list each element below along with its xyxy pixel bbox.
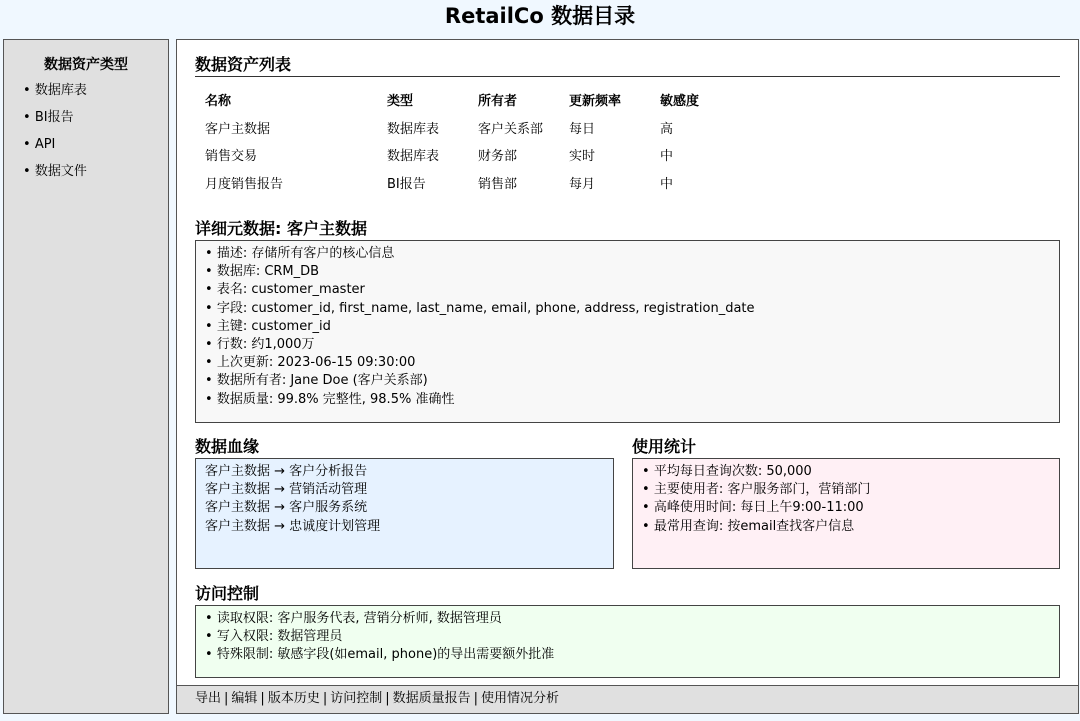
cell-owner: 客户关系部: [478, 121, 544, 137]
usage-daily-queries: • 平均每日查询次数: 50,000: [642, 463, 1050, 481]
cell-frequency: 每日: [569, 121, 596, 137]
separator: |: [322, 691, 328, 706]
usage-panel: [632, 458, 1060, 569]
separator: |: [473, 691, 479, 706]
export-link[interactable]: 导出: [195, 691, 222, 706]
asset-list-title: 数据资产列表: [195, 55, 292, 74]
metadata-title: 详细元数据: 客户主数据: [195, 219, 367, 238]
access-control-link[interactable]: 访问控制: [330, 691, 383, 706]
sidebar: [3, 39, 169, 714]
lineage-title: 数据血缘: [195, 437, 260, 456]
sidebar-item-data-files[interactable]: • 数据文件: [23, 162, 168, 189]
edit-link[interactable]: 编辑: [231, 691, 258, 706]
lineage-item: 客户主数据 → 营销活动管理: [205, 482, 368, 498]
cell-owner: 财务部: [478, 149, 518, 165]
quality-report-link[interactable]: 数据质量报告: [392, 691, 471, 706]
cell-type: 数据库表: [387, 149, 440, 165]
metadata-table-name: • 表名: customer_master: [205, 281, 1050, 299]
cell-sensitivity: 高: [660, 121, 674, 137]
column-header-frequency: 更新频率: [569, 94, 622, 110]
access-title: 访问控制: [195, 584, 260, 603]
separator: |: [224, 691, 229, 706]
asset-type-list: [4, 81, 168, 189]
access-special: • 特殊限制: 敏感字段(如email, phone)的导出需要额外批准: [205, 646, 1050, 664]
lineage-item: 客户主数据 → 客户服务系统: [205, 500, 368, 516]
cell-frequency: 实时: [569, 149, 596, 165]
metadata-primary-key: • 主键: customer_id: [205, 318, 1050, 336]
cell-type: 数据库表: [387, 121, 440, 137]
access-write: • 写入权限: 数据管理员: [205, 628, 1050, 646]
cell-sensitivity: 中: [660, 176, 674, 192]
lineage-item: 客户主数据 → 忠诚度计划管理: [205, 518, 381, 534]
column-header-sensitivity: 敏感度: [660, 94, 700, 110]
usage-main-users: • 主要使用者: 客户服务部门，营销部门: [642, 481, 1050, 499]
metadata-database: • 数据库: CRM_DB: [205, 263, 1050, 281]
separator: |: [385, 691, 390, 706]
usage-peak-time: • 高峰使用时间: 每日上午9:00-11:00: [642, 499, 1050, 517]
access-panel: [195, 605, 1060, 678]
metadata-quality: • 数据质量: 99.8% 完整性, 98.5% 准确性: [205, 391, 1050, 409]
app-title: RetailCo 数据目录: [444, 4, 636, 28]
sidebar-item-bi-reports[interactable]: • BI报告: [23, 108, 168, 135]
column-header-owner: 所有者: [478, 94, 518, 110]
cell-name: 销售交易: [205, 149, 258, 165]
lineage-item: 客户主数据 → 客户分析报告: [205, 464, 368, 479]
metadata-fields: • 字段: customer_id, first_name, last_name, email, phone, address, registration_date: [205, 300, 1050, 318]
cell-owner: 销售部: [478, 176, 518, 192]
usage-title: 使用统计: [632, 437, 697, 456]
usage-common-query: • 最常用查询: 按email查找客户信息: [642, 518, 1050, 536]
asset-table: [195, 86, 795, 196]
cell-name: 客户主数据: [205, 121, 271, 137]
metadata-description: • 描述: 存储所有客户的核心信息: [205, 245, 1050, 263]
lineage-panel: [195, 458, 614, 569]
sidebar-item-api[interactable]: • API: [23, 135, 168, 162]
metadata-panel: [195, 240, 1060, 423]
metadata-owner: • 数据所有者: Jane Doe (客户关系部): [205, 372, 1050, 390]
cell-type: BI报告: [387, 176, 426, 192]
sidebar-item-database-tables[interactable]: • 数据库表: [23, 81, 168, 108]
title-divider: [195, 76, 1060, 77]
metadata-last-updated: • 上次更新: 2023-06-15 09:30:00: [205, 354, 1050, 372]
main-panel: [176, 39, 1079, 714]
footer-toolbar: [177, 685, 1078, 713]
cell-sensitivity: 中: [660, 149, 674, 165]
usage-analysis-link[interactable]: 使用情况分析: [481, 691, 560, 706]
cell-frequency: 每月: [569, 176, 596, 192]
table-row[interactable]: [195, 169, 795, 197]
version-history-link[interactable]: 版本历史: [267, 691, 320, 706]
metadata-row-count: • 行数: 约1,000万: [205, 336, 1050, 354]
table-header: [195, 86, 795, 114]
table-row[interactable]: [195, 114, 795, 142]
cell-name: 月度销售报告: [205, 176, 284, 192]
separator: |: [260, 691, 265, 706]
column-header-name: 名称: [205, 94, 232, 110]
column-header-type: 类型: [387, 94, 414, 110]
table-row[interactable]: [195, 141, 795, 169]
sidebar-title: 数据资产类型: [44, 57, 128, 73]
access-read: • 读取权限: 客户服务代表, 营销分析师, 数据管理员: [205, 610, 1050, 628]
